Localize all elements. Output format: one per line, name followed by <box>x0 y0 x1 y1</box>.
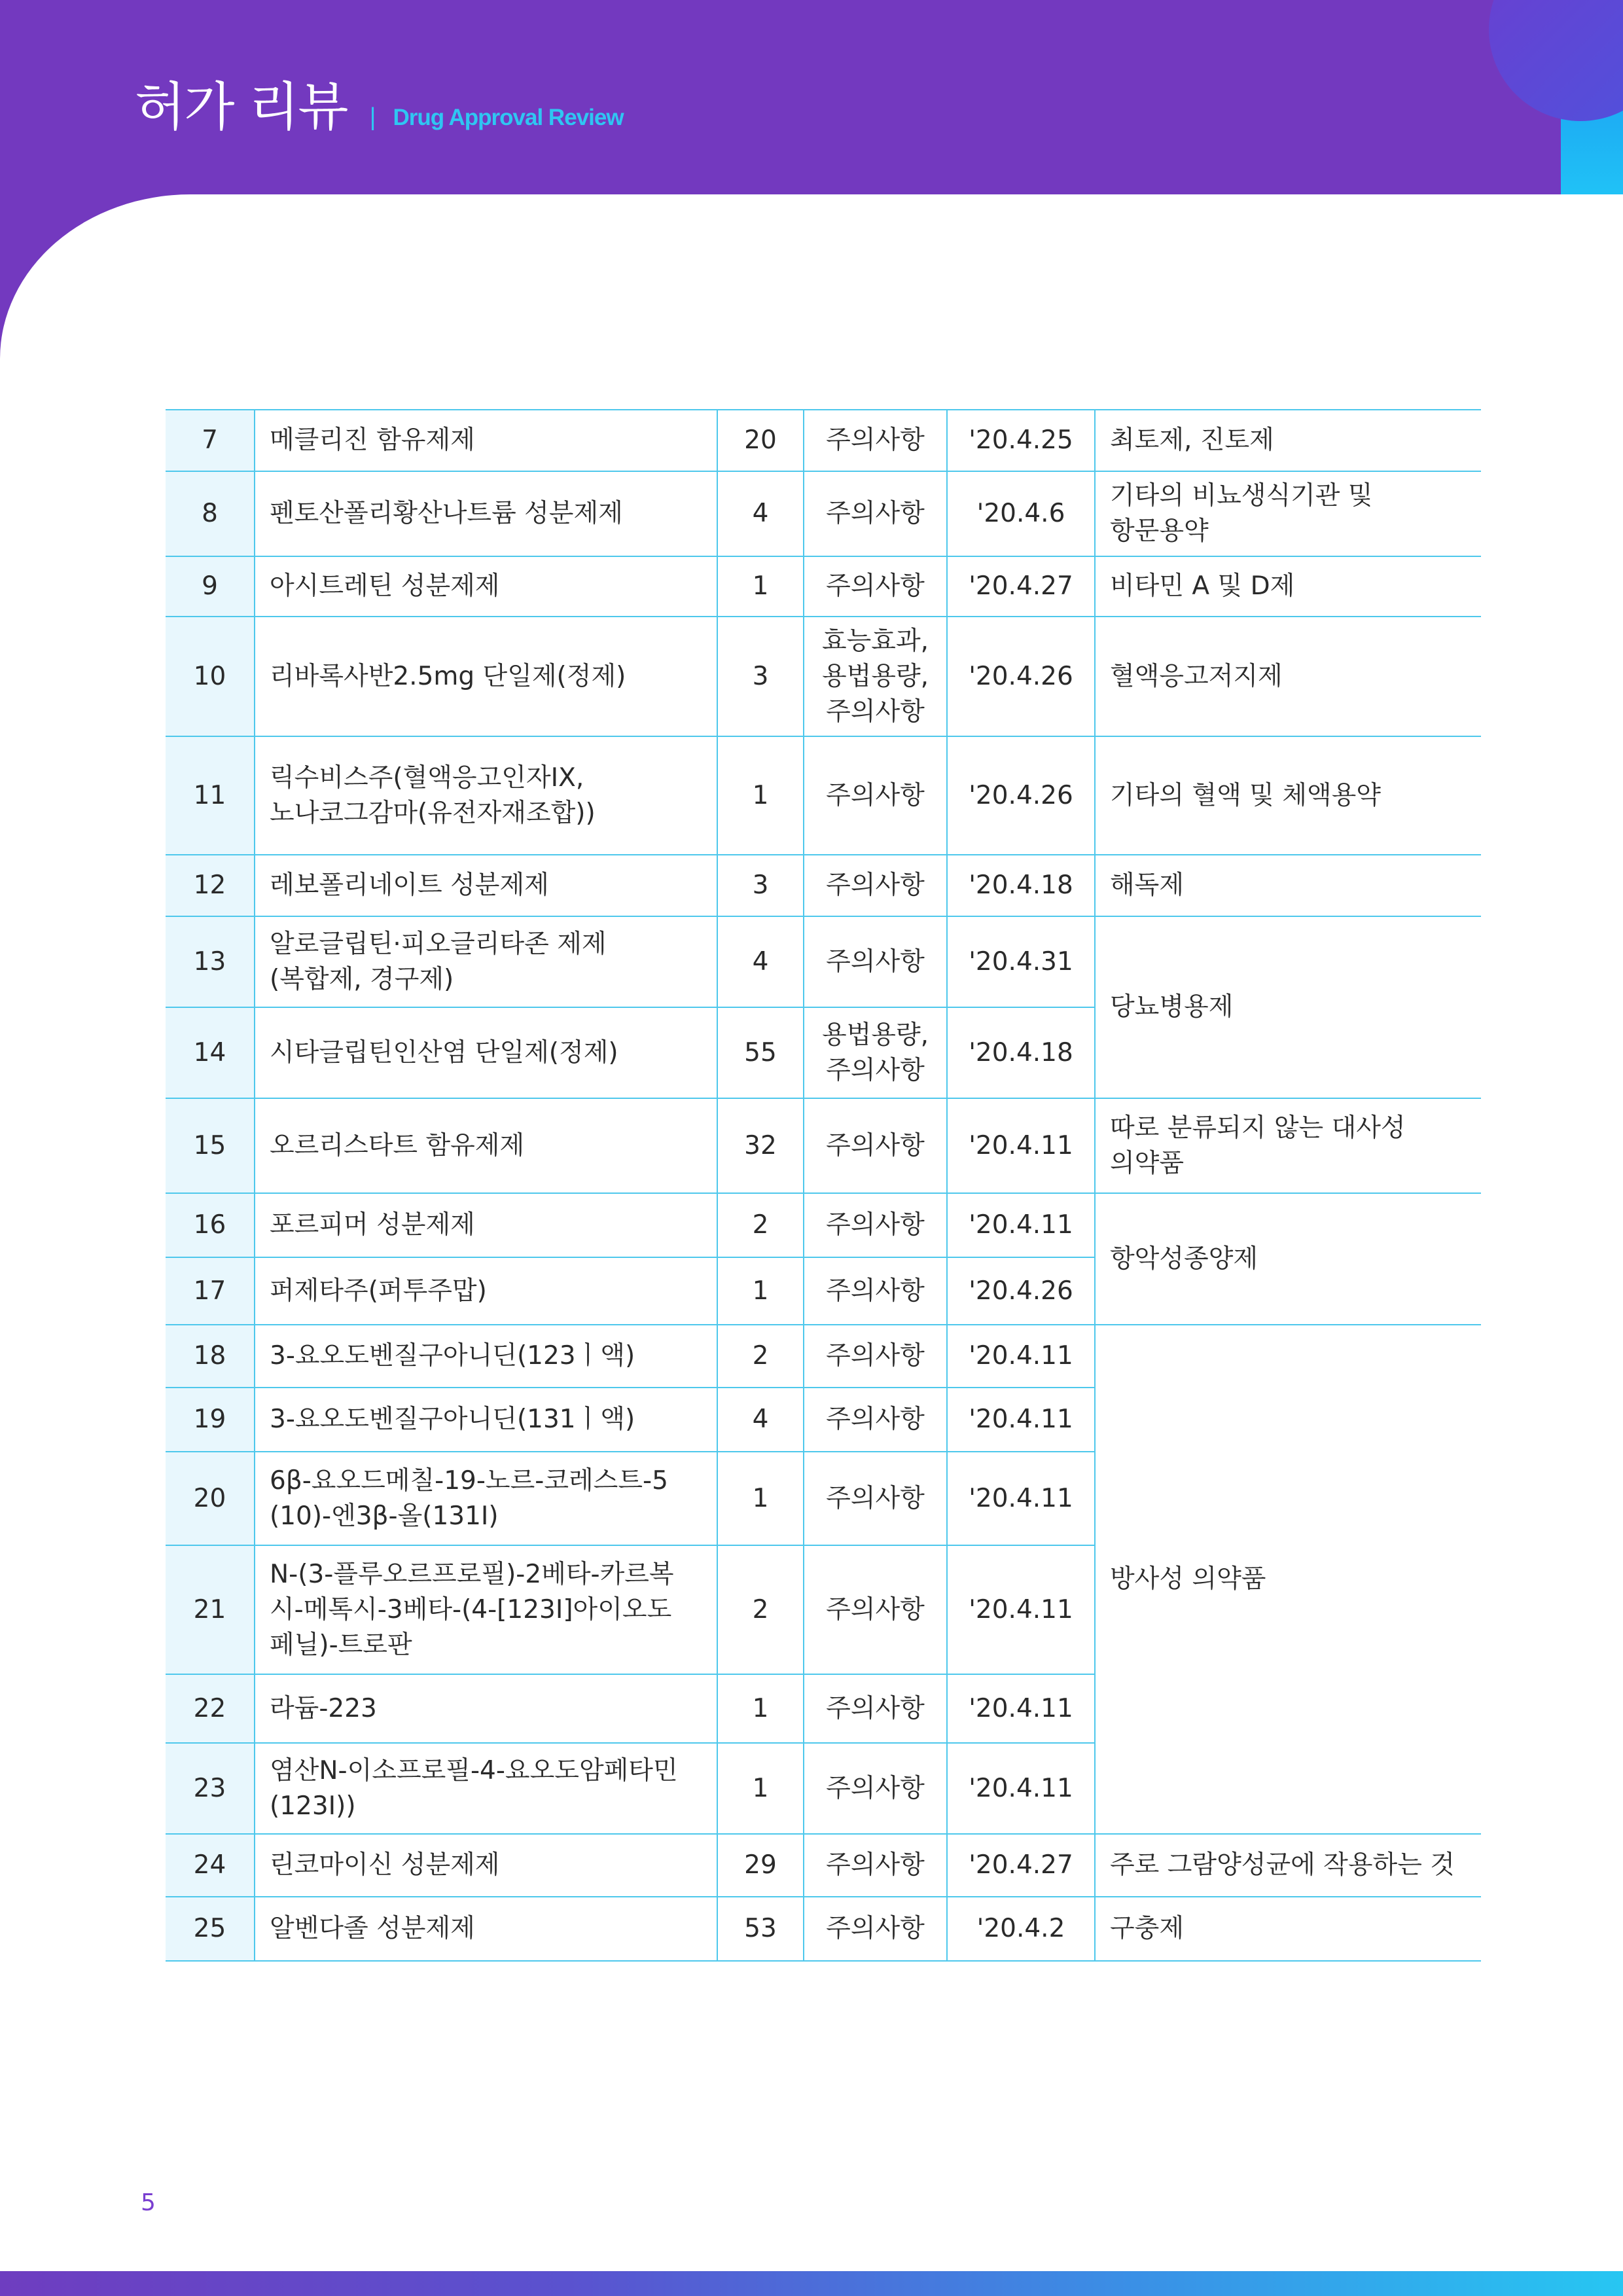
category-cell <box>1095 1834 1481 1897</box>
drug-name-cell <box>255 1452 717 1545</box>
change-type-cell <box>804 1325 947 1388</box>
row-number-cell <box>166 1674 255 1743</box>
product-count: 55 <box>744 1037 777 1067</box>
change-type-line: 주의사항 <box>826 1055 925 1085</box>
date: '20.4.25 <box>969 425 1073 455</box>
row-number: 16 <box>193 1210 226 1240</box>
date: '20.4.18 <box>969 1037 1073 1067</box>
change-type-cell <box>804 617 947 736</box>
table-row <box>166 1897 1481 1961</box>
drug-name-line: 페닐)-트로판 <box>270 1630 412 1660</box>
date: '20.4.11 <box>969 1773 1073 1803</box>
category-line: 기타의 혈액 및 체액용약 <box>1110 780 1381 810</box>
product-count: 29 <box>744 1850 777 1880</box>
date-cell <box>947 1834 1095 1897</box>
drug-name-line: (복합제, 경구제) <box>270 964 454 994</box>
product-count-cell <box>717 1325 804 1388</box>
date-cell <box>947 1098 1095 1193</box>
row-number: 21 <box>193 1594 226 1624</box>
header-title <box>135 77 624 153</box>
table-row <box>166 410 1481 471</box>
row-number-cell <box>166 1325 255 1388</box>
table-row <box>166 1098 1481 1193</box>
change-type-line: 주의사항 <box>826 1483 925 1513</box>
change-type-cell <box>804 916 947 1007</box>
drug-name-line: 포르피머 성분제제 <box>270 1210 475 1240</box>
row-number-cell <box>166 617 255 736</box>
drug-name-cell <box>255 471 717 556</box>
drug-name-line: 리바록사반2.5mg 단일제(정제) <box>270 661 626 691</box>
drug-name-line: 3-요오도벤질구아니딘(123ㅣ액) <box>270 1341 635 1371</box>
change-type-line: 주의사항 <box>826 1276 925 1306</box>
product-count-cell <box>717 1007 804 1098</box>
date-cell <box>947 410 1095 471</box>
category-cell <box>1095 617 1481 736</box>
category-cell <box>1095 855 1481 916</box>
product-count-cell <box>717 736 804 855</box>
drug-name-line: 린코마이신 성분제제 <box>270 1850 500 1880</box>
row-number: 18 <box>193 1341 226 1371</box>
category-line: 기타의 비뇨생식기관 및 <box>1110 481 1373 511</box>
change-type-cell <box>804 1257 947 1325</box>
drug-name-line: 퍼제타주(퍼투주맙) <box>270 1276 487 1306</box>
drug-change-table <box>166 409 1481 1962</box>
row-number: 25 <box>193 1914 226 1943</box>
category-cell <box>1095 736 1481 855</box>
date-cell <box>947 736 1095 855</box>
drug-name-line: 6β-요오드메칠-19-노르-코레스트-5 <box>270 1465 668 1496</box>
drug-name-cell <box>255 1257 717 1325</box>
product-count-cell <box>717 855 804 916</box>
product-count: 2 <box>752 1594 769 1624</box>
drug-name-line: 오르리스타트 함유제제 <box>270 1130 525 1160</box>
change-type-line: 주의사항 <box>826 780 925 810</box>
category-line: 항악성종양제 <box>1110 1244 1258 1274</box>
change-type-cell <box>804 1674 947 1743</box>
date: '20.4.11 <box>969 1130 1073 1160</box>
drug-name-line: 3-요오도벤질구아니딘(131ㅣ액) <box>270 1405 635 1434</box>
date: '20.4.11 <box>969 1693 1073 1723</box>
date-cell <box>947 471 1095 556</box>
date: '20.4.18 <box>969 870 1073 900</box>
change-type-line: 효능효과, <box>821 626 929 656</box>
change-type-line: 주의사항 <box>826 1594 925 1624</box>
change-type-line: 주의사항 <box>826 1341 925 1371</box>
category-line: 의약품 <box>1110 1148 1185 1178</box>
change-type-cell <box>804 1098 947 1193</box>
category-cell <box>1095 916 1481 1098</box>
row-number-cell <box>166 471 255 556</box>
product-count-cell <box>717 1257 804 1325</box>
drug-name-cell <box>255 916 717 1007</box>
row-number: 9 <box>202 571 218 601</box>
table-row <box>166 736 1481 855</box>
row-number-cell <box>166 1834 255 1897</box>
category-line: 방사성 의약품 <box>1110 1564 1266 1594</box>
product-count-cell <box>717 916 804 1007</box>
table-row <box>166 556 1481 617</box>
corner-decoration <box>1486 0 1623 194</box>
product-count: 3 <box>752 870 769 900</box>
row-number: 10 <box>193 661 226 691</box>
row-number: 15 <box>193 1130 226 1160</box>
change-type-line: 용법용량, <box>821 661 929 691</box>
date: '20.4.11 <box>969 1341 1073 1371</box>
category-line: 주로 그람양성균에 작용하는 것 <box>1110 1850 1455 1880</box>
category-cell <box>1095 556 1481 617</box>
drug-name-cell <box>255 855 717 916</box>
change-type-line: 주의사항 <box>826 1405 925 1434</box>
change-type-line: 주의사항 <box>826 425 925 455</box>
row-number: 8 <box>202 499 218 528</box>
table-row <box>166 916 1481 1007</box>
change-type-cell <box>804 410 947 471</box>
drug-name-line: 라듐-223 <box>270 1693 377 1723</box>
date-cell <box>947 1325 1095 1388</box>
date: '20.4.6 <box>976 499 1065 528</box>
drug-name-line: 레보폴리네이트 성분제제 <box>270 870 549 900</box>
change-type-line: 주의사항 <box>826 1850 925 1880</box>
change-type-cell <box>804 1388 947 1452</box>
date-cell <box>947 617 1095 736</box>
change-type-line: 주의사항 <box>826 1914 925 1943</box>
change-type-line: 주의사항 <box>826 1130 925 1160</box>
row-number: 24 <box>193 1850 226 1880</box>
change-type-line: 주의사항 <box>826 1693 925 1723</box>
change-type-cell <box>804 1452 947 1545</box>
date-cell <box>947 855 1095 916</box>
change-type-line: 용법용량, <box>821 1020 929 1050</box>
product-count-cell <box>717 1674 804 1743</box>
product-count-cell <box>717 617 804 736</box>
drug-name-cell <box>255 410 717 471</box>
drug-name-line: 노나코그감마(유전자재조합)) <box>270 798 596 828</box>
product-count: 4 <box>752 499 769 528</box>
change-type-cell <box>804 1897 947 1961</box>
drug-name-line: N-(3-플루오르프로필)-2베타-카르복 <box>270 1559 674 1589</box>
page-number: 5 <box>141 2189 156 2216</box>
date: '20.4.31 <box>969 946 1073 977</box>
drug-name-line: 메클리진 함유제제 <box>270 425 475 455</box>
table-row <box>166 1834 1481 1897</box>
row-number-cell <box>166 1897 255 1961</box>
table-row <box>166 1193 1481 1257</box>
change-type-line: 주의사항 <box>826 1210 925 1240</box>
change-type-cell <box>804 1007 947 1098</box>
category-cell <box>1095 471 1481 556</box>
product-count: 4 <box>752 1405 769 1434</box>
drug-name-line: (10)-엔3β-올(131I) <box>270 1501 499 1531</box>
category-line: 최토제, 진토제 <box>1110 425 1274 455</box>
row-number-cell <box>166 1257 255 1325</box>
row-number: 23 <box>193 1773 226 1803</box>
drug-name-cell <box>255 1545 717 1674</box>
row-number-cell <box>166 410 255 471</box>
product-count-cell <box>717 1388 804 1452</box>
drug-name-cell <box>255 617 717 736</box>
product-count: 20 <box>744 425 777 455</box>
table-row <box>166 1325 1481 1388</box>
date: '20.4.27 <box>969 1850 1073 1880</box>
title-separator: | <box>369 103 376 131</box>
row-number-cell <box>166 1193 255 1257</box>
date-cell <box>947 1545 1095 1674</box>
category-line: 비타민 A 및 D제 <box>1110 571 1295 601</box>
row-number: 22 <box>193 1693 226 1723</box>
row-number: 13 <box>193 946 226 977</box>
row-number-cell <box>166 855 255 916</box>
date: '20.4.11 <box>969 1405 1073 1434</box>
row-number-cell <box>166 1452 255 1545</box>
change-type-cell <box>804 1743 947 1834</box>
change-type-line: 주의사항 <box>826 696 925 726</box>
product-count-cell <box>717 1743 804 1834</box>
change-type-cell <box>804 1834 947 1897</box>
drug-name-line: 릭수비스주(혈액응고인자IX, <box>270 762 584 793</box>
date: '20.4.26 <box>969 780 1073 810</box>
drug-name-line: 시타글립틴인산염 단일제(정제) <box>270 1037 618 1067</box>
date-cell <box>947 1388 1095 1452</box>
category-cell <box>1095 1193 1481 1325</box>
drug-name-cell <box>255 1674 717 1743</box>
bottom-gradient-bar <box>0 2271 1623 2296</box>
drug-name-line: 알벤다졸 성분제제 <box>270 1914 475 1943</box>
product-count-cell <box>717 1834 804 1897</box>
drug-name-line: 펜토산폴리황산나트륨 성분제제 <box>270 499 623 528</box>
date-cell <box>947 916 1095 1007</box>
change-type-line: 주의사항 <box>826 1773 925 1803</box>
drug-name-cell <box>255 736 717 855</box>
row-number: 11 <box>193 780 226 810</box>
change-type-line: 주의사항 <box>826 870 925 900</box>
row-number: 12 <box>193 870 226 900</box>
product-count-cell <box>717 1098 804 1193</box>
change-type-cell <box>804 736 947 855</box>
category-line: 혈액응고저지제 <box>1110 661 1283 691</box>
date-cell <box>947 1007 1095 1098</box>
category-line: 항문용약 <box>1110 516 1209 546</box>
product-count: 53 <box>744 1914 777 1943</box>
change-type-line: 주의사항 <box>826 571 925 601</box>
drug-name-cell <box>255 556 717 617</box>
product-count: 32 <box>744 1130 777 1160</box>
date-cell <box>947 1452 1095 1545</box>
change-type-cell <box>804 471 947 556</box>
date-cell <box>947 1257 1095 1325</box>
date: '20.4.11 <box>969 1483 1073 1513</box>
product-count-cell <box>717 471 804 556</box>
drug-name-line: 시-메톡시-3베타-(4-[123I]아이오도 <box>270 1594 672 1624</box>
category-line: 따로 분류되지 않는 대사성 <box>1110 1113 1406 1143</box>
row-number-cell <box>166 916 255 1007</box>
date: '20.4.27 <box>969 571 1073 601</box>
change-type-cell <box>804 855 947 916</box>
product-count: 1 <box>752 1276 769 1306</box>
row-number: 20 <box>193 1483 226 1513</box>
date-cell <box>947 1193 1095 1257</box>
row-number: 7 <box>202 425 218 455</box>
category-line: 구충제 <box>1110 1914 1185 1943</box>
category-cell <box>1095 1897 1481 1961</box>
drug-name-line: 아시트레틴 성분제제 <box>270 571 500 601</box>
section-subtitle: Drug Approval Review <box>393 105 624 130</box>
drug-name-cell <box>255 1193 717 1257</box>
date: '20.4.2 <box>976 1914 1065 1943</box>
row-number-cell <box>166 736 255 855</box>
product-count: 1 <box>752 1773 769 1803</box>
row-number-cell <box>166 1007 255 1098</box>
date-cell <box>947 1743 1095 1834</box>
change-type-cell <box>804 1193 947 1257</box>
product-count: 1 <box>752 571 769 601</box>
drug-name-line: 염산N-이소프로필-4-요오도암페타민 <box>270 1755 678 1785</box>
date: '20.4.26 <box>969 661 1073 691</box>
drug-name-cell <box>255 1834 717 1897</box>
table-row <box>166 471 1481 556</box>
product-count: 1 <box>752 780 769 810</box>
drug-name-cell <box>255 1007 717 1098</box>
date-cell <box>947 1897 1095 1961</box>
row-number: 19 <box>193 1405 226 1434</box>
row-number-cell <box>166 1098 255 1193</box>
category-line: 해독제 <box>1110 870 1185 900</box>
drug-name-cell <box>255 1325 717 1388</box>
section-title: 허가 리뷰 <box>135 77 348 137</box>
row-number: 17 <box>193 1276 226 1306</box>
drug-name-line: 알로글립틴·피오글리타존 제제 <box>270 929 607 959</box>
date-cell <box>947 556 1095 617</box>
change-type-line: 주의사항 <box>826 499 925 528</box>
date-cell <box>947 1674 1095 1743</box>
table-row <box>166 855 1481 916</box>
drug-name-line: (123I)) <box>270 1791 356 1821</box>
product-count: 1 <box>752 1483 769 1513</box>
product-count: 2 <box>752 1341 769 1371</box>
change-type-cell <box>804 556 947 617</box>
product-count-cell <box>717 1545 804 1674</box>
row-number: 14 <box>193 1037 226 1067</box>
product-count: 4 <box>752 946 769 977</box>
product-count-cell <box>717 1193 804 1257</box>
product-count: 2 <box>752 1210 769 1240</box>
change-type-line: 주의사항 <box>826 946 925 977</box>
row-number-cell <box>166 556 255 617</box>
row-number-cell <box>166 1743 255 1834</box>
product-count: 1 <box>752 1693 769 1723</box>
date: '20.4.11 <box>969 1210 1073 1240</box>
table-row <box>166 617 1481 736</box>
row-number-cell <box>166 1388 255 1452</box>
drug-name-cell <box>255 1897 717 1961</box>
product-count: 3 <box>752 661 769 691</box>
category-line: 당뇨병용제 <box>1110 992 1234 1022</box>
row-number-cell <box>166 1545 255 1674</box>
category-cell <box>1095 1325 1481 1834</box>
product-count-cell <box>717 556 804 617</box>
drug-name-cell <box>255 1098 717 1193</box>
date: '20.4.11 <box>969 1594 1073 1624</box>
product-count-cell <box>717 1452 804 1545</box>
category-cell <box>1095 1098 1481 1193</box>
product-count-cell <box>717 1897 804 1961</box>
drug-name-cell <box>255 1743 717 1834</box>
product-count-cell <box>717 410 804 471</box>
drug-name-cell <box>255 1388 717 1452</box>
change-type-cell <box>804 1545 947 1674</box>
category-cell <box>1095 410 1481 471</box>
date: '20.4.26 <box>969 1276 1073 1306</box>
